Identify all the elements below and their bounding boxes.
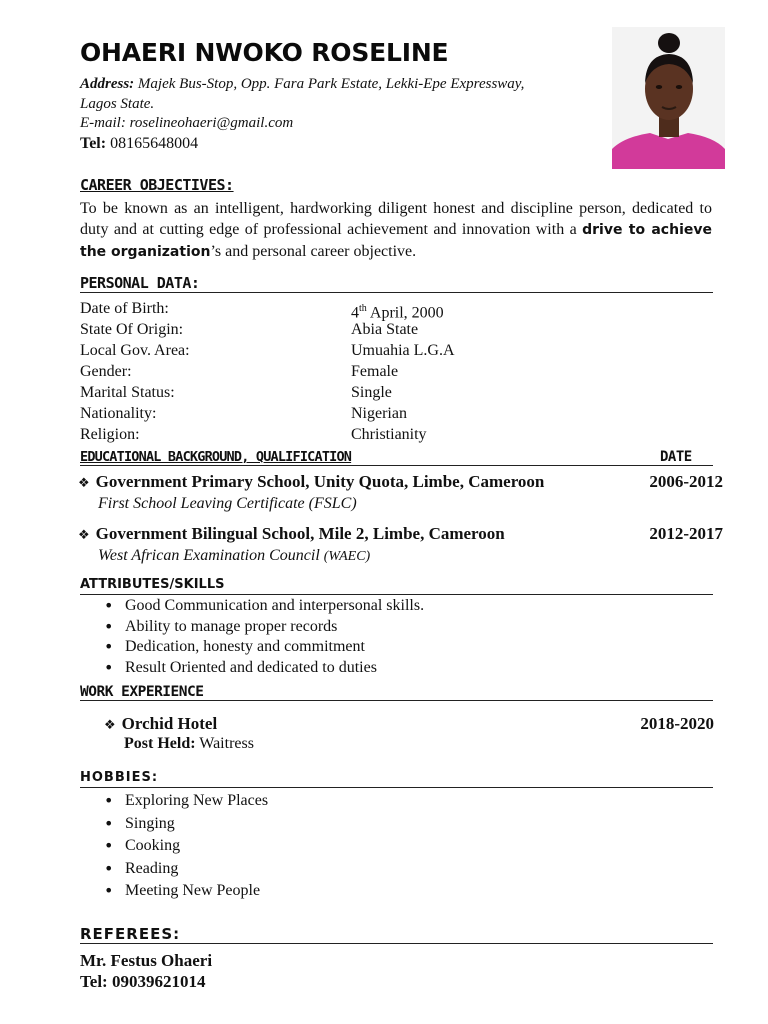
address-line xyxy=(80,75,524,95)
personal-row-dob xyxy=(80,298,680,322)
objective-part-2: ’s and personal career objective. xyxy=(210,243,417,260)
objective-part-1: To be known as an intelligent, hardworking diligent honest and discipline person, dedicated to duty and at cutting edge of professional achievement and innovation with a xyxy=(80,200,712,238)
hobbies-heading: HOBBIES: xyxy=(80,770,159,785)
diamond-bullet-icon: ❖ xyxy=(78,528,90,543)
personal-row-religion xyxy=(80,424,680,445)
education-qualification xyxy=(78,547,723,565)
divider-line xyxy=(80,700,713,701)
work-years: 2018-2020 xyxy=(640,714,714,733)
list-item: • Dedication, honesty and commitment xyxy=(104,637,424,658)
dob-month-year: April, 2000 xyxy=(366,304,444,322)
divider-line xyxy=(80,292,713,293)
personal-key: Local Gov. Area: xyxy=(80,342,190,359)
list-item: • Ability to manage proper records xyxy=(104,617,424,638)
list-item: • Result Oriented and dedicated to duties xyxy=(104,658,424,679)
dob-suffix: th xyxy=(359,303,367,314)
address-line-2: Lagos State. xyxy=(80,95,155,112)
education-school-wrap xyxy=(78,472,544,492)
candidate-name: OHAERI NWOKO ROSELINE xyxy=(80,38,449,67)
work-item xyxy=(104,714,714,753)
education-school-row xyxy=(78,472,723,492)
diamond-bullet-icon: ❖ xyxy=(104,718,116,733)
personal-value: Umuahia L.G.A xyxy=(351,342,455,359)
profile-photo xyxy=(612,27,725,169)
work-employer-wrap xyxy=(104,714,217,734)
personal-value: Female xyxy=(351,363,399,380)
profile-photo-illustration xyxy=(612,27,725,169)
referee-tel: Tel: 09039621014 xyxy=(80,972,206,991)
personal-key: Religion: xyxy=(80,426,140,443)
referee-name: Mr. Festus Ohaeri xyxy=(80,951,213,970)
email-line: E-mail: roselineohaeri@gmail.com xyxy=(80,115,294,131)
personal-key: Marital Status: xyxy=(80,384,175,401)
list-item: • Exploring New Places xyxy=(104,790,268,813)
tel-label: Tel: xyxy=(80,134,107,152)
personal-row-lga xyxy=(80,340,680,361)
diamond-bullet-icon: ❖ xyxy=(78,476,90,491)
list-item: • Reading xyxy=(104,858,268,881)
list-item: • Meeting New People xyxy=(104,880,268,903)
education-item xyxy=(78,524,723,565)
skills-list xyxy=(104,596,424,679)
address-text: Majek Bus-Stop, Opp. Fara Park Estate, Lekki-Epe Expressway, xyxy=(137,76,525,92)
personal-row-state xyxy=(80,319,680,340)
divider-line xyxy=(80,943,713,944)
hobbies-list xyxy=(104,790,268,903)
dob-day: 4 xyxy=(351,304,359,322)
personal-key: Date of Birth: xyxy=(80,300,169,317)
divider-line xyxy=(80,787,713,788)
list-item: • Good Communication and interpersonal skills. xyxy=(104,596,424,617)
education-school-wrap xyxy=(78,524,505,544)
personal-key: Gender: xyxy=(80,363,132,380)
school-name: Government Bilingual School, Mile 2, Limbe, Cameroon xyxy=(95,524,505,543)
personal-data-list xyxy=(80,298,680,445)
work-employer-row xyxy=(104,714,714,734)
personal-value: Nigerian xyxy=(351,405,407,422)
personal-value xyxy=(351,298,444,322)
education-date-heading: DATE xyxy=(660,449,692,465)
work-experience-heading: WORK EXPERIENCE xyxy=(80,684,204,700)
address-label: Address: xyxy=(80,76,135,92)
personal-key: Nationality: xyxy=(80,405,157,422)
tel-value: 08165648004 xyxy=(110,134,199,152)
divider-line xyxy=(80,465,713,466)
personal-value: Single xyxy=(351,384,392,401)
personal-value: Christianity xyxy=(351,426,427,443)
employer-name: Orchid Hotel xyxy=(121,714,218,733)
education-item xyxy=(78,472,723,513)
personal-data-heading: PERSONAL DATA: xyxy=(80,274,200,292)
post-label: Post Held: xyxy=(124,735,196,752)
education-years: 2012-2017 xyxy=(649,524,723,543)
list-item: • Cooking xyxy=(104,835,268,858)
education-school-row xyxy=(78,524,723,544)
divider-line xyxy=(80,594,713,595)
referee-block xyxy=(80,950,212,992)
career-objective-text xyxy=(80,198,712,263)
education-heading: EDUCATIONAL BACKGROUND, QUALIFICATION xyxy=(80,449,352,465)
education-qualification xyxy=(78,495,723,513)
work-post xyxy=(104,735,714,753)
school-name: Government Primary School, Unity Quota, Limbe, Cameroon xyxy=(95,472,545,491)
personal-value: Abia State xyxy=(351,321,419,338)
tel-line xyxy=(80,134,524,154)
personal-row-gender xyxy=(80,361,680,382)
qualification-text: West African Examination Council xyxy=(98,547,324,564)
education-years: 2006-2012 xyxy=(649,472,723,491)
list-item: • Singing xyxy=(104,813,268,836)
personal-row-nationality xyxy=(80,403,680,424)
qualification-abbrev: (WAEC) xyxy=(323,549,371,564)
personal-row-marital xyxy=(80,382,680,403)
contact-block xyxy=(80,75,524,153)
post-value: Waitress xyxy=(195,735,254,752)
qualification-text: First School Leaving Certificate (FSLC) xyxy=(98,495,357,512)
objective-bold: drive to achieve the organization xyxy=(80,222,712,260)
personal-key: State Of Origin: xyxy=(80,321,184,338)
referees-heading: REFEREES: xyxy=(80,925,181,943)
skills-heading: ATTRIBUTES/SKILLS xyxy=(80,577,225,592)
career-objectives-heading: CAREER OBJECTIVES: xyxy=(80,176,234,194)
